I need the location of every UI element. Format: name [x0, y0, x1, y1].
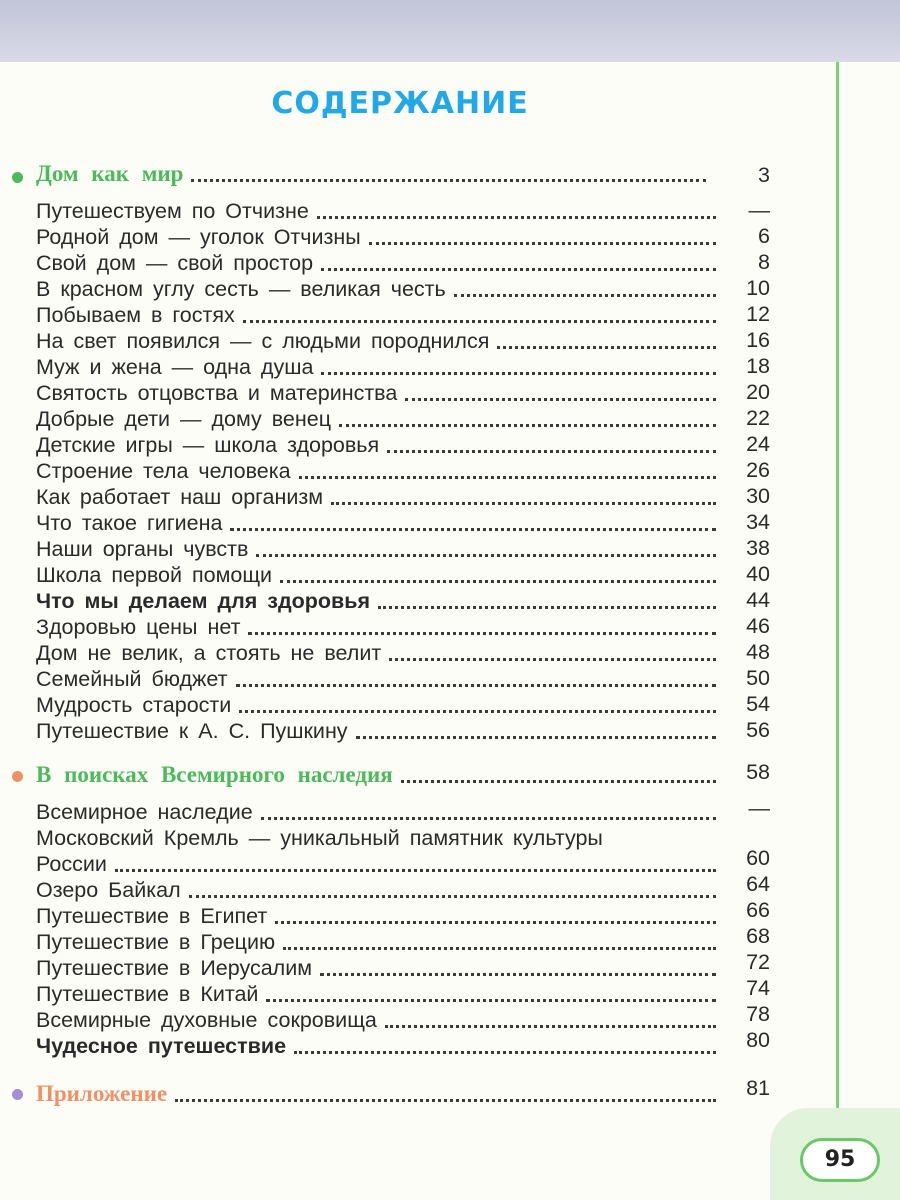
dot-leader: [230, 528, 716, 531]
toc-item-page: 24: [746, 432, 770, 456]
toc-item-title: Свой дом — свой простор: [36, 251, 314, 275]
toc-item[interactable]: [36, 851, 716, 877]
toc-item-title: Что такое гигиена: [36, 511, 223, 535]
dot-leader: [266, 999, 716, 1002]
dot-leader: [321, 372, 716, 375]
dot-leader: [256, 554, 716, 557]
section-title: Дом как мир: [36, 161, 184, 186]
toc-item[interactable]: [36, 588, 716, 614]
toc-item[interactable]: [36, 981, 716, 1007]
toc-item[interactable]: [36, 406, 716, 432]
section-title: Приложение: [36, 1081, 168, 1106]
dot-leader: [497, 346, 716, 349]
toc-item[interactable]: [36, 562, 716, 588]
toc-item-title: На свет появился — с людьми породнился: [36, 329, 490, 353]
section-page-number: 3: [758, 163, 770, 187]
toc-item-page: 54: [746, 692, 770, 716]
dot-leader: [236, 684, 716, 687]
dot-leader: [387, 450, 716, 453]
dot-leader: [331, 502, 716, 505]
dot-leader: [389, 658, 716, 661]
dot-leader: [385, 1025, 716, 1028]
toc-item[interactable]: [36, 328, 716, 354]
dot-leader: [454, 294, 716, 297]
toc-item[interactable]: [36, 640, 716, 666]
toc-item-title: Святость отцовства и материнства: [36, 381, 398, 405]
toc-item[interactable]: [36, 536, 716, 562]
toc-item[interactable]: [36, 955, 716, 981]
dot-leader: [115, 869, 716, 872]
section-heading[interactable]: [36, 1081, 716, 1107]
toc-item-page: 16: [746, 328, 770, 352]
toc-item-title: Муж и жена — одна душа: [36, 355, 314, 379]
toc-item[interactable]: [36, 250, 716, 276]
dot-leader: [189, 895, 716, 898]
dot-leader: [280, 580, 716, 583]
toc-item-page: 12: [746, 302, 770, 326]
toc-item-title: Школа первой помощи: [36, 563, 273, 587]
dot-leader: [321, 268, 716, 271]
toc-item-page: 34: [746, 510, 770, 534]
toc-item-title: Дом не велик, а стоять не велит: [36, 641, 382, 665]
toc-item-page: 40: [746, 562, 770, 586]
dot-leader: [405, 398, 716, 401]
toc-item-page: 22: [746, 406, 770, 430]
section-heading[interactable]: [36, 161, 706, 187]
dot-leader: [243, 320, 716, 323]
toc-item-title: Мудрость старости: [36, 693, 232, 717]
section-dot-icon: [12, 771, 23, 782]
toc-item-title: Детские игры — школа здоровья: [36, 433, 380, 457]
dot-leader: [378, 606, 716, 609]
dot-leader: [261, 817, 716, 820]
page-title: СОДЕРЖАНИЕ: [271, 86, 529, 121]
dot-leader: [339, 424, 716, 427]
toc-item-title: Путешествуем по Отчизне: [36, 199, 309, 223]
toc-item[interactable]: [36, 718, 716, 744]
toc-item-title: Путешествие к А. С. Пушкину: [36, 719, 348, 743]
dot-leader: [275, 921, 716, 924]
toc-item-page: 30: [746, 484, 770, 508]
section-page-number: 58: [746, 760, 770, 784]
toc-item[interactable]: [36, 1033, 716, 1059]
dot-leader: [283, 947, 716, 950]
toc-item-title: Всемирное наследие: [36, 800, 253, 824]
dot-leader: [248, 632, 716, 635]
dot-leader: [299, 476, 716, 479]
toc-item[interactable]: [36, 198, 716, 224]
toc-item[interactable]: [36, 432, 716, 458]
section-heading[interactable]: [36, 762, 716, 788]
toc-item-page: 6: [758, 224, 770, 248]
dot-leader: [356, 736, 716, 739]
toc-item-title: Путешествие в Китай: [36, 982, 259, 1006]
toc-item-page: 20: [746, 380, 770, 404]
toc-item-page: 8: [758, 250, 770, 274]
toc-item-title: Озеро Байкал: [36, 878, 181, 902]
toc-item-title: России: [36, 852, 107, 876]
toc-item-page: 10: [746, 276, 770, 300]
right-accent-rule: [836, 62, 839, 1142]
section-title: В поисках Всемирного наследия: [36, 762, 393, 787]
toc-item-title: Семейный бюджет: [36, 667, 228, 691]
toc-item-title: Что мы делаем для здоровья: [36, 589, 371, 613]
toc-item[interactable]: [36, 302, 716, 328]
toc-item[interactable]: [36, 692, 716, 718]
toc-item[interactable]: [36, 224, 716, 250]
top-band: [0, 0, 900, 62]
dot-leader: [369, 242, 716, 245]
dot-leader: [320, 973, 716, 976]
toc-item-title: Путешествие в Египет: [36, 904, 268, 928]
toc-item[interactable]: [36, 484, 716, 510]
toc-item-page: 72: [746, 950, 770, 974]
dot-leader: [317, 216, 716, 219]
toc-item-page: 78: [746, 1002, 770, 1026]
toc-item-page: 74: [746, 976, 770, 1000]
toc-item-page: 48: [746, 640, 770, 664]
section-dot-icon: [12, 1089, 23, 1100]
dot-leader: [239, 710, 716, 713]
page-number: 95: [800, 1138, 880, 1182]
toc-item-page: —: [748, 198, 770, 222]
toc-item-title: Родной дом — уголок Отчизны: [36, 225, 361, 249]
toc-item-page: 46: [746, 614, 770, 638]
section-dot-icon: [12, 172, 23, 183]
toc-item-title: Путешествие в Грецию: [36, 930, 276, 954]
toc-item-page: 66: [746, 898, 770, 922]
toc-item-page: 56: [746, 718, 770, 742]
toc-item-title: Чудесное путешествие: [36, 1034, 287, 1058]
toc-item-title: Наши органы чувств: [36, 537, 249, 561]
toc-item-page: 68: [746, 924, 770, 948]
toc-item[interactable]: [36, 380, 716, 406]
toc-item[interactable]: [36, 825, 716, 851]
toc-item-title: Здоровью цены нет: [36, 615, 241, 639]
dot-leader: [294, 1051, 716, 1054]
toc-item-title: Строение тела человека: [36, 459, 291, 483]
toc-item-title: Московский Кремль — уникальный памятник культуры: [36, 826, 603, 850]
toc-item-page: 60: [746, 846, 770, 870]
toc-item[interactable]: [36, 614, 716, 640]
dot-leader: [191, 179, 706, 182]
toc-item[interactable]: [36, 877, 716, 903]
toc-item-title: В красном углу сесть — великая честь: [36, 277, 446, 301]
toc-item-page: 18: [746, 354, 770, 378]
toc-item[interactable]: [36, 458, 716, 484]
dot-leader: [175, 1099, 716, 1102]
toc-item-page: 80: [746, 1028, 770, 1052]
toc-item-page: 44: [746, 588, 770, 612]
toc-item-title: Путешествие в Иерусалим: [36, 956, 313, 980]
toc-item-title: Как работает наш организм: [36, 485, 324, 509]
toc-item[interactable]: [36, 276, 716, 302]
toc-item-title: Побываем в гостях: [36, 303, 235, 327]
toc-item[interactable]: [36, 666, 716, 692]
toc-item-title: Всемирные духовные сокровища: [36, 1008, 377, 1032]
toc-item[interactable]: [36, 354, 716, 380]
toc-item-page: 50: [746, 666, 770, 690]
section-page-number: 81: [746, 1076, 770, 1100]
toc-item-page: —: [748, 796, 770, 820]
toc-item[interactable]: [36, 510, 716, 536]
toc-item[interactable]: [36, 929, 716, 955]
toc-item-page: 26: [746, 458, 770, 482]
toc-item[interactable]: [36, 903, 716, 929]
toc-item-page: 38: [746, 536, 770, 560]
toc-item-page: 64: [746, 872, 770, 896]
toc-item-title: Добрые дети — дому венец: [36, 407, 332, 431]
toc-item[interactable]: [36, 1007, 716, 1033]
toc-item[interactable]: [36, 799, 716, 825]
dot-leader: [401, 780, 716, 783]
